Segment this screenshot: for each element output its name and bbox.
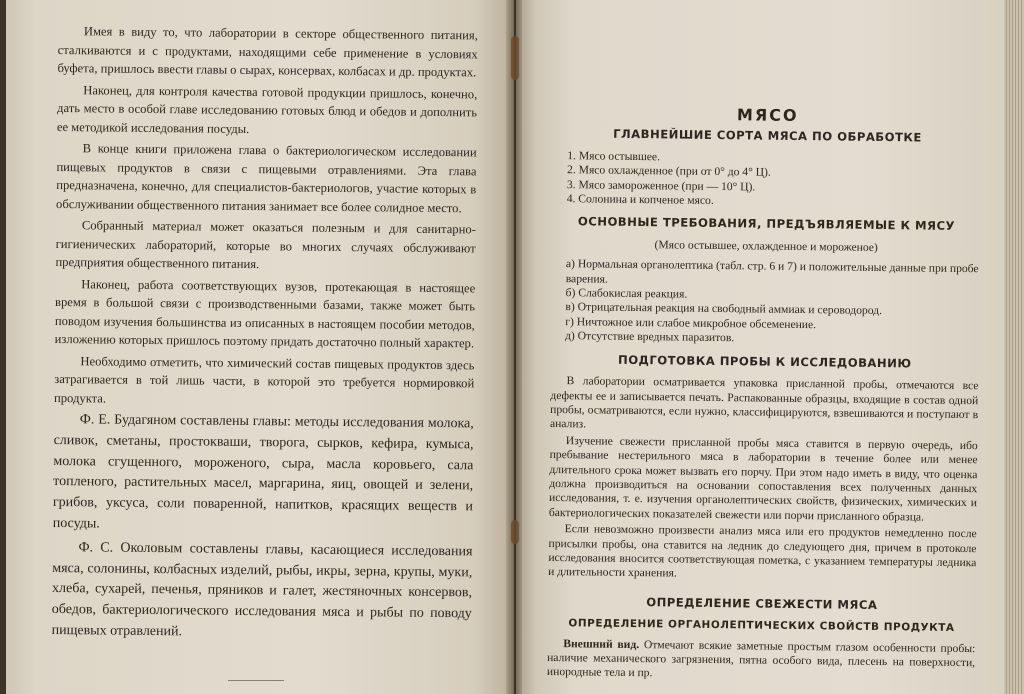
paragraph: Имея в виду то, что лаборатории в секторе общественного питания, сталкиваются и с продуктами, находящими себе применение в условиях буфета, пришлось ввести главы о сырах, консервах, колбасах и др. продуктах. xyxy=(57,24,478,80)
page-edges xyxy=(1004,0,1024,694)
left-page-text xyxy=(51,22,477,649)
section-note: (Мясо остывшее, охлажденное и мороженое) xyxy=(654,238,878,254)
run-in-text: Отмечают всякие заметные простым глазом особенности пробы: наличие механического загрязнения, пятна особого вида, плесень на поверхности, инородные тела и пр. xyxy=(546,637,976,680)
right-page-text xyxy=(547,96,982,687)
paragraph: В лаборатории осматривается упаковка присланной пробы, отмечаются все дефекты ее и записывается печать. Распакованные образцы, входящие в состав одной пробы, осматриваются, если нужно, классифицируются, взвешиваются и поступают в анализ. xyxy=(549,374,979,431)
paragraph: Наконец, для контроля качества готовой продукции пришлось, конечно, дать место в особой главе исследованию готовых блюд и обедов и дополнить ее методикой исследования посуды. xyxy=(56,82,478,136)
paragraph: Наконец, работа соответствующих вузов, протекающая в настоящее время в большой связи с производственными базами, также может быть поводом изучения большинства из описанных в настоящем пособии методов, изложению которых пришлось поэтому придать достаточно полный характер. xyxy=(54,276,476,351)
paragraph: В конце книги приложена глава о бактериологическом исследовании пищевых продуктов в связи с пищевыми отравлениями. Эта глава предназначена, конечно, для специалистов-бактериологов, участие которых в обслуживании общественного питания занимает все более солидное место. xyxy=(56,141,477,215)
footer-rule xyxy=(228,680,284,681)
list-item: б) Слабокислая реакция. xyxy=(565,286,688,301)
binding-stain xyxy=(511,36,519,80)
list-item: 3. Мясо замороженное (при — 10° Ц). xyxy=(566,177,756,194)
requirements-list xyxy=(565,257,980,348)
list-item: а) Нормальная органолептика (табл. стр. 6 и 7) и положительные данные при пробе варения. xyxy=(565,257,979,286)
paragraph: Ф. С. Околовым составлены главы, касающиеся исследования мяса, солонины, колбасных изделий, рыбы, икры, зерна, крупы, муки, хлеба, сухарей, печенья, пряников и галет, жестяночных консервов, обедов, бактериологического исследования мяса и рыбы по поводу пищевых отравлений. xyxy=(51,540,473,640)
list-item: 2. Мясо охлажденное (при от 0° до 4° Ц). xyxy=(567,163,771,179)
book-gutter xyxy=(506,0,522,694)
paragraph: Необходимо отметить, что химический состав пищевых продуктов здесь затрагивается в той лишь части, в которой это требуется нормировкой продукта. xyxy=(53,353,475,406)
run-in-label: Внешний вид. xyxy=(563,636,640,651)
section-heading: ПОДГОТОВКА ПРОБЫ К ИССЛЕДОВАНИЮ xyxy=(617,352,912,371)
section-heading: ОСНОВНЫЕ ТРЕБОВАНИЯ, ПРЕДЪЯВЛЯЕМЫЕ К МЯСУ xyxy=(577,214,956,234)
paragraph: Собранный материал может оказаться полезным и для санитарно-гигиенических лабораторий, которые во многих случаях обслуживают предприятия общественного питания. xyxy=(55,218,476,272)
paragraph: Если невозможно произвести анализ мяса или его продуктов немедленно после присылки пробы, она ставится на ледник до следующего дня, причем в протоколе исследования вносится соответствующая пометка, с указанием температуры ледника и длительности хранения. xyxy=(548,522,977,580)
grades-list xyxy=(567,149,982,212)
list-item: г) Ничтожное или слабое микробное обсеменение. xyxy=(565,315,817,332)
list-item: 4. Солонина и копченое мясо. xyxy=(566,192,714,207)
section-heading: ГЛАВНЕЙШИЕ СОРТА МЯСА ПО ОБРАБОТКЕ xyxy=(613,127,922,145)
list-item: д) Отсутствие вредных паразитов. xyxy=(564,329,735,345)
paragraph xyxy=(547,637,975,685)
list-item: 1. Мясо остывшее. xyxy=(567,148,661,164)
paragraph: Ф. Е. Будагяном составлены главы: методы исследования молока, сливок, сметаны, простокваши, творога, сырков, кефира, кумыса, молока сгущенного, мороженого, сыра, масла коровьего, сала топленого, растительных масел, маргарина, яиц, овощей и зелени, грибов, уксуса, соли поваренной, напитков, красящих веществ и посуды. xyxy=(52,412,474,532)
subsection-heading: ОПРЕДЕЛЕНИЕ ОРГАНОЛЕПТИЧЕСКИХ СВОЙСТВ ПРОДУКТА xyxy=(568,617,955,635)
section-heading: ОПРЕДЕЛЕНИЕ СВЕЖЕСТИ МЯСА xyxy=(646,594,878,612)
chapter-title: МЯСО xyxy=(736,105,799,125)
binding-stain xyxy=(511,520,519,544)
paragraph: Изучение свежести присланной пробы мяса ставится в первую очередь, ибо пребывание нестерильного мяса в лаборатории в течение более или менее длительного срока может вызвать его порчу. При этом надо иметь в виду, что оценка должна производиться на основании сопоставления всех полученных данных исследования, т. е. изучения органолептических свойств, физических, химических и бактериологических показателей свежести или порчи присланного образца. xyxy=(548,433,978,524)
list-item: в) Отрицательная реакция на свободный аммиак и сероводород. xyxy=(565,300,883,318)
